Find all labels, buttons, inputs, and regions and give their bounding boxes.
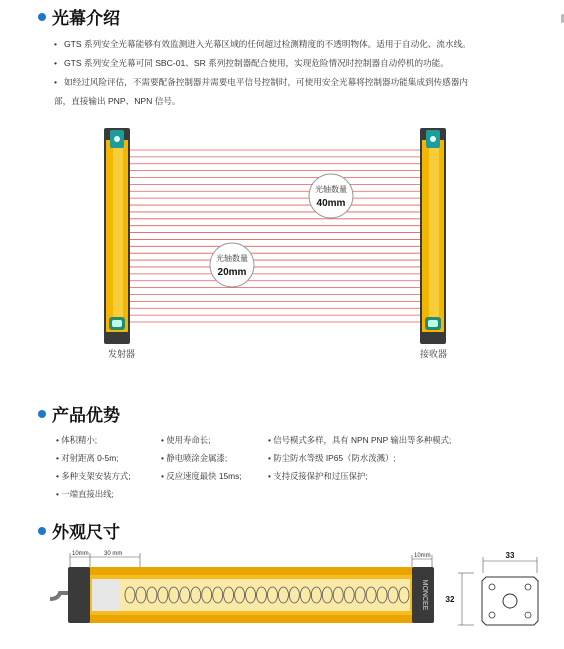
emitter-label: 发射器 [108, 349, 136, 359]
heading-dot-icon [38, 527, 46, 535]
feature-item: • 静电喷涂金属漆; [161, 453, 228, 463]
dim-label-1: 10mm [72, 551, 89, 557]
end-view [446, 551, 538, 625]
feature-item: • 使用寿命长; [161, 435, 211, 445]
section-title: 外观尺寸 [52, 523, 120, 543]
section-heading-advantages [38, 401, 120, 426]
dimension-drawing [0, 549, 564, 644]
width-label: 33 [505, 551, 515, 560]
brand-label: MONCEE [421, 579, 428, 611]
axis-count-badge-20 [210, 243, 254, 287]
badge-label: 光轴数量 [315, 185, 347, 194]
section-title: 光幕介绍 [52, 9, 120, 29]
dim-label-2: 30 mm [104, 551, 123, 557]
axis-count-badge-40 [309, 174, 353, 218]
light-curtain-diagram [0, 122, 564, 362]
section-heading-intro [38, 4, 120, 29]
section-heading-dimensions [38, 518, 120, 543]
badge-label: 光轴数量 [216, 254, 248, 263]
emitter-device [104, 128, 130, 344]
feature-item: • 对射距离 0-5m; [56, 453, 119, 463]
section-title: 产品优势 [52, 406, 120, 426]
feature-item: • 多种支架安装方式; [56, 471, 131, 481]
intro-paragraph-2: • GTS 系列安全光幕可同 SBC-01、SR 系列控制器配合使用，实现危险情况时控制器自动停机的功能。 [54, 58, 449, 68]
sensor-bar [68, 567, 434, 623]
heading-dot-icon [38, 410, 46, 418]
feature-item: • 体积精小; [56, 435, 98, 445]
receiver-device [420, 128, 446, 344]
intro-paragraph-1: • GTS 系列安全光幕能够有效监测进入光幕区域的任何超过检测精度的不透明物体。适用于自动化、流水线。 [54, 39, 471, 49]
feature-item: • 一端直接出线; [56, 489, 114, 499]
beam-lines [130, 150, 420, 322]
cable [50, 593, 70, 599]
feature-item: • 信号模式多样，具有 NPN PNP 输出等多种模式; [268, 435, 452, 445]
height-label: 32 [445, 595, 455, 604]
intro-paragraph-3: • 如经过风险评估，不需要配备控制器并需要电平信号控制时，可使用安全光幕将控制器功能集成到传感器内 [54, 77, 468, 87]
dim-label-3: 10mm [414, 553, 431, 559]
badge-value: 40mm [316, 198, 346, 209]
badge-value: 20mm [217, 267, 247, 278]
feature-item: • 反应速度最快 15ms; [161, 471, 242, 481]
intro-paragraph-4: 部，直接输出 PNP、NPN 信号。 [54, 96, 181, 106]
feature-item: • 支持反接保护和过压保护; [268, 471, 368, 481]
receiver-label: 接收器 [420, 349, 448, 359]
feature-item: • 防尘防水等级 IP65（防水泼溅）; [268, 453, 396, 463]
heading-dot-icon [38, 13, 46, 21]
